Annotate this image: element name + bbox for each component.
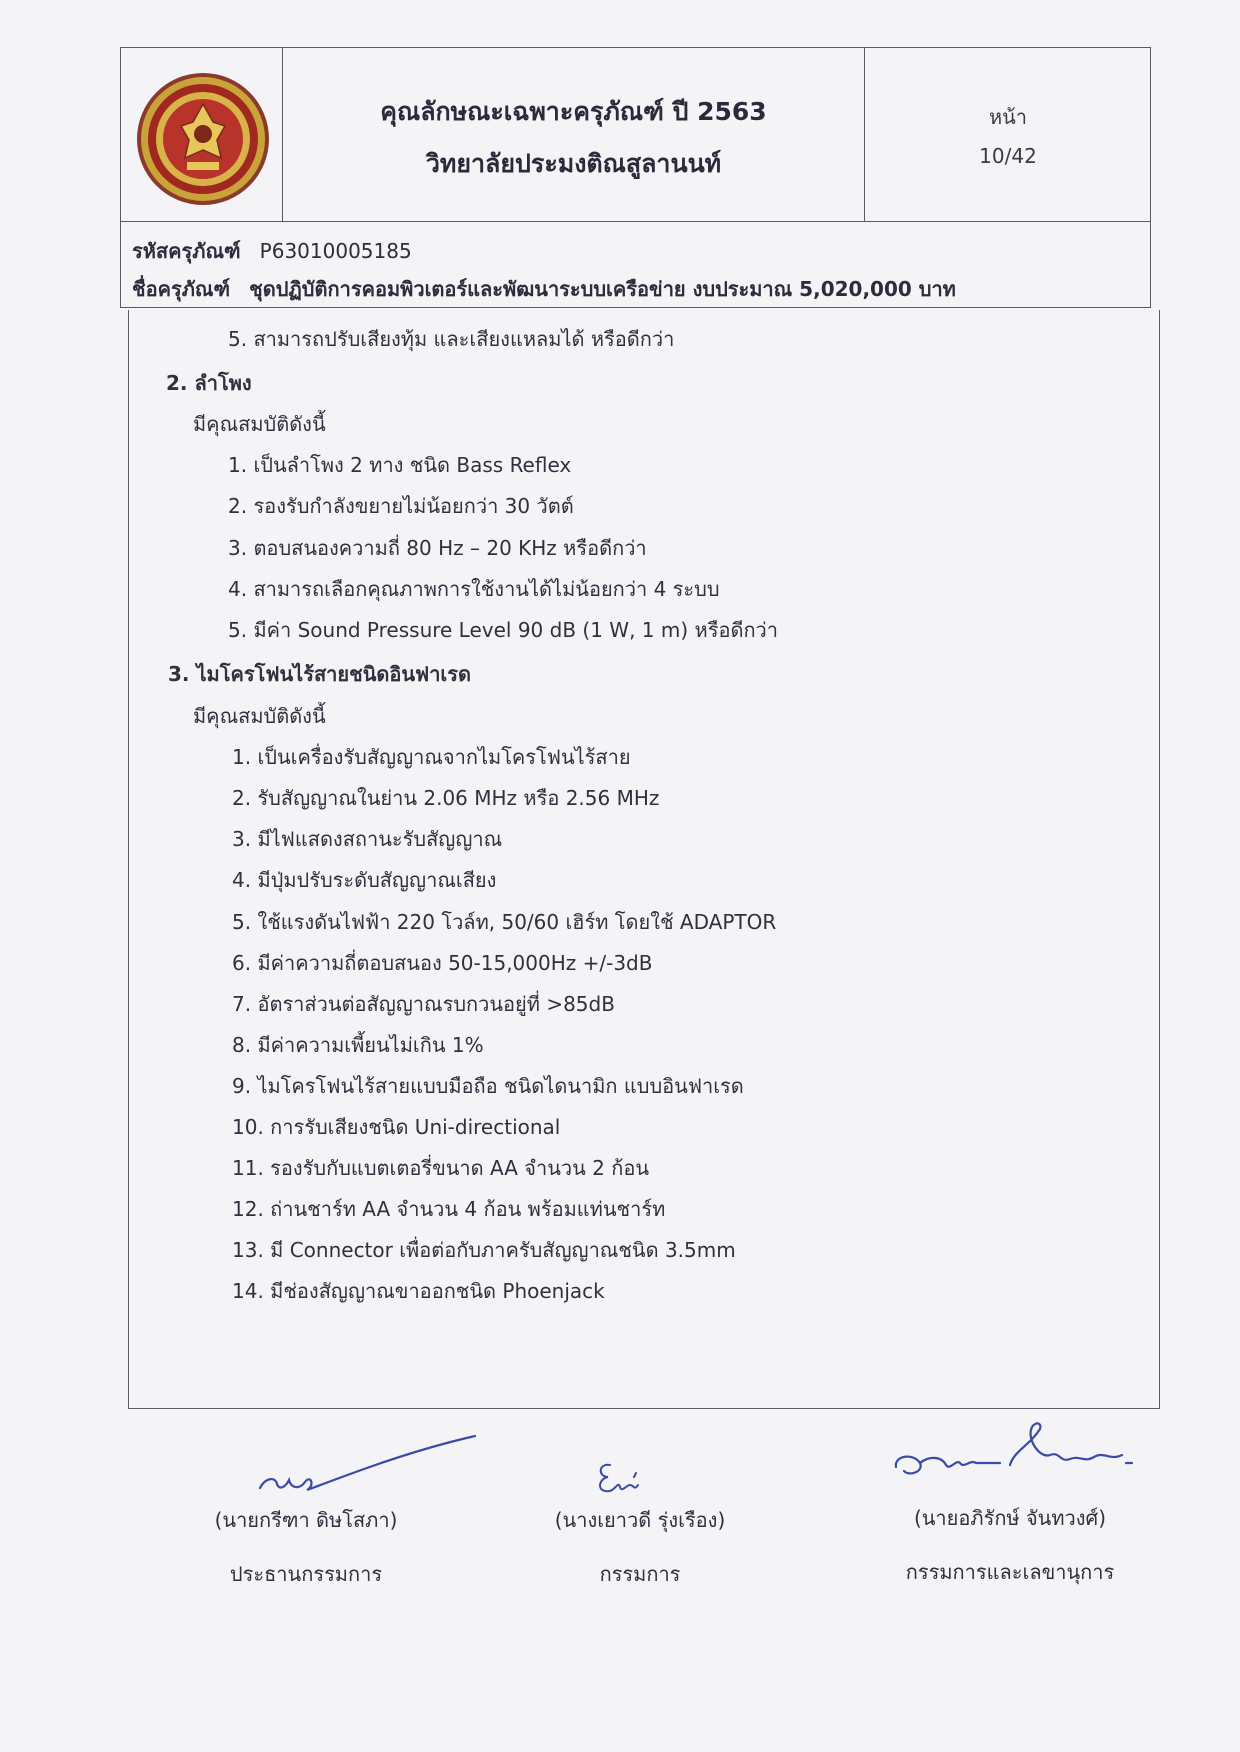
signer-name: (นายกรีฑา ดิษโสภา): [214, 1508, 398, 1532]
spec-item: 5. สามารถปรับเสียงทุ้ม และเสียงแหลมได้ หรือดีกว่า: [228, 327, 675, 351]
spec-item: 1. เป็นเครื่องรับสัญญาณจากไมโครโฟนไร้สาย: [232, 745, 631, 769]
item-code-label: รหัสครุภัณฑ์: [132, 239, 241, 263]
vocational-education-commission-seal-icon: [125, 70, 280, 208]
spec-item: 13. มี Connector เพื่อต่อกับภาครับสัญญาณชนิด 3.5mm: [232, 1238, 736, 1262]
handwritten-signature-icon: [590, 1455, 650, 1505]
spec-item: 6. มีค่าความถี่ตอบสนอง 50-15,000Hz +/-3dB: [232, 951, 653, 975]
spec-item: 8. มีค่าความเพี้ยนไม่เกิน 1%: [232, 1033, 484, 1057]
signature-block: [880, 1502, 1140, 1588]
page-label: หน้า: [988, 105, 1028, 129]
section-intro: มีคุณสมบัติดังนี้: [193, 704, 326, 728]
item-code-value: P63010005185: [259, 239, 412, 263]
section-intro: มีคุณสมบัติดังนี้: [193, 412, 326, 436]
spec-item: 3. มีไฟแสดงสถานะรับสัญญาณ: [232, 827, 503, 851]
spec-item: 3. ตอบสนองความถี่ 80 Hz – 20 KHz หรือดีกว่า: [228, 536, 647, 560]
spec-item: 1. เป็นลำโพง 2 ทาง ชนิด Bass Reflex: [228, 453, 572, 477]
item-name-value: ชุดปฏิบัติการคอมพิวเตอร์และพัฒนาระบบเครือข่าย งบประมาณ 5,020,000 บาท: [249, 277, 956, 301]
header-divider: [282, 48, 283, 221]
signature-block: [186, 1504, 426, 1590]
spec-item: 5. มีค่า Sound Pressure Level 90 dB (1 W, 1 m) หรือดีกว่า: [228, 618, 779, 642]
spec-item: 5. ใช้แรงดันไฟฟ้า 220 โวล์ท, 50/60 เฮิร์ท โดยใช้ ADAPTOR: [232, 910, 777, 934]
spec-item: 7. อัตราส่วนต่อสัญญาณรบกวนอยู่ที่ >85dB: [232, 992, 615, 1016]
document-title: คุณลักษณะเฉพาะครุภัณฑ์ ปี 2563: [380, 97, 767, 126]
header-table: [120, 47, 1151, 222]
spec-item: 4. มีปุ่มปรับระดับสัญญาณเสียง: [232, 868, 497, 892]
spec-item: 2. รองรับกำลังขยายไม่น้อยกว่า 30 วัตต์: [228, 494, 574, 518]
item-name-label: ชื่อครุภัณฑ์: [132, 277, 231, 301]
item-code-row: [132, 235, 412, 267]
signer-name: (นายอภิรักษ์ จันทวงศ์): [913, 1506, 1107, 1530]
signer-role: กรรมการ: [599, 1562, 681, 1586]
spec-item: 11. รองรับกับแบตเตอรี่ขนาด AA จำนวน 2 ก้อน: [232, 1156, 650, 1180]
institution-name: วิทยาลัยประมงติณสูลานนท์: [425, 149, 722, 178]
handwritten-signature-icon: [255, 1428, 485, 1498]
spec-item: 14. มีช่องสัญญาณขาออกชนิด Phoenjack: [232, 1279, 605, 1303]
signer-name: (นางเยาวดี รุ่งเรือง): [554, 1508, 726, 1532]
section-heading: 2. ลำโพง: [166, 371, 252, 395]
section-heading: 3. ไมโครโฟนไร้สายชนิดอินฟาเรด: [168, 662, 471, 686]
signer-role: กรรมการและเลขานุการ: [905, 1560, 1115, 1584]
spec-item: 9. ไมโครโฟนไร้สายแบบมือถือ ชนิดไดนามิก แบบอินฟาเรด: [232, 1074, 744, 1098]
page-number: 10/42: [979, 144, 1037, 168]
spec-item: 2. รับสัญญาณในย่าน 2.06 MHz หรือ 2.56 MHz: [232, 786, 660, 810]
handwritten-signature-icon: [890, 1415, 1140, 1495]
spec-item: 4. สามารถเลือกคุณภาพการใช้งานได้ไม่น้อยกว่า 4 ระบบ: [228, 577, 720, 601]
item-info-box: [120, 221, 1151, 308]
spec-item: 10. การรับเสียงชนิด Uni-directional: [232, 1115, 561, 1139]
item-name-row: [132, 273, 956, 305]
spec-item: 12. ถ่านชาร์ท AA จำนวน 4 ก้อน พร้อมแท่นชาร์ท: [232, 1197, 666, 1221]
header-divider: [864, 48, 865, 221]
signature-block: [520, 1504, 760, 1590]
signer-role: ประธานกรรมการ: [229, 1562, 383, 1586]
